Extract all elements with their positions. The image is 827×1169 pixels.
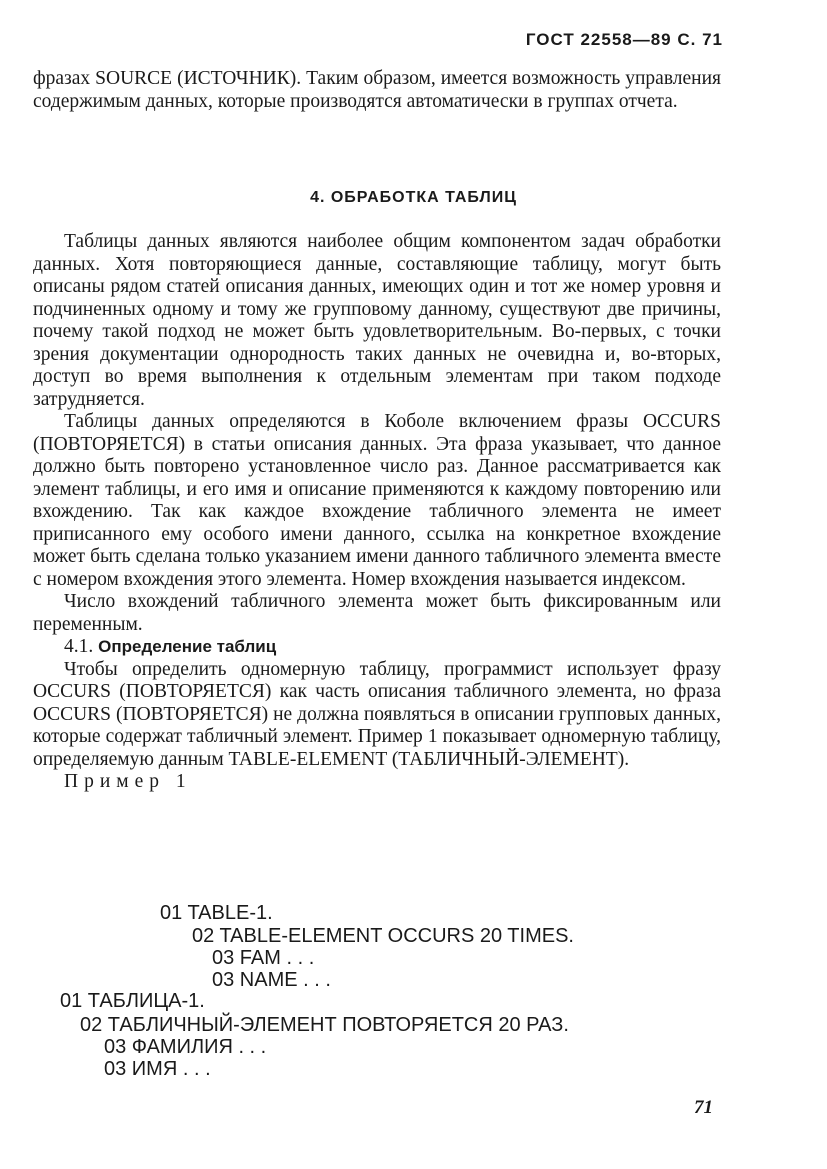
intro-block [33,68,721,113]
code-line-ru-2: 02 ТАБЛИЧНЫЙ-ЭЛЕМЕНТ ПОВТОРЯЕТСЯ 20 РАЗ. [80,1014,569,1036]
code-line-en-1: 01 TABLE-1. [160,902,273,924]
example-label-line [33,771,721,794]
example-label: Пример 1 [64,771,192,792]
code-line-en-4: 03 NAME . . . [212,969,331,991]
intro-paragraph: фразах SOURCE (ИСТОЧНИК). Таким образом, имеется возможность управления содержимым данных, которые производятся автоматически в группах отчета. [33,68,721,112]
code-line-ru-1: 01 ТАБЛИЦА-1. [60,990,205,1012]
paragraph-3: Число вхождений табличного элемента может быть фиксированным или переменным. [33,591,721,635]
paragraph-1: Таблицы данных являются наиболее общим компонентом задач обработки данных. Хотя повторяющиеся данные, составляющие таблицу, могут быть описаны рядом статей описания данных, имеющих один и тот же номер уровня и подчиненных одному и тому же групповому данному, существуют две причины, почему такой подход не может быть удовлетворительным. Во-первых, с точки зрения документации однородность таких данных не очевидна и, во-вторых, доступ во время выполнения к отдельным элементам при таком подходе затрудняется. [33,231,721,410]
paragraph-2: Таблицы данных определяются в Коболе включением фразы OCCURS (ПОВТОРЯЕТСЯ) в статьи описания данных. Эта фраза указывает, что данное должно быть повторено установленное число раз. Данное рассматривается как элемент таблицы, и его имя и описание применяются к каждому повторению или вхождению. Так как каждое вхождение табличного элемента не имеет приписанного ему особого имени данного, ссылка на конкретное вхождение может быть сделана только указанием имени данного табличного элемента вместе с номером вхождения этого элемента. Номер вхождения называется индексом. [33,411,721,590]
code-line-en-3: 03 FAM . . . [212,947,315,969]
page-number: 71 [694,1097,713,1118]
section-title: 4. ОБРАБОТКА ТАБЛИЦ [310,189,517,206]
running-header: ГОСТ 22558—89 С. 71 [525,30,723,49]
section-body [33,231,721,794]
subsection-heading [33,636,721,659]
subsection-title: Определение таблиц [98,637,277,656]
code-line-en-2: 02 TABLE-ELEMENT OCCURS 20 TIMES. [192,925,574,947]
subsection-number: 4.1. [64,636,94,657]
code-line-ru-3: 03 ФАМИЛИЯ . . . [104,1036,267,1058]
subsection-paragraph: Чтобы определить одномерную таблицу, программист использует фразу OCCURS (ПОВТОРЯЕТСЯ) как часть описания табличного элемента, но фраза OCCURS (ПОВТОРЯЕТСЯ) не должна появляться в описании групповых данных, которые содержат табличный элемент. Пример 1 показывает одномерную таблицу, определяемую данным TABLE-ELEMENT (ТАБЛИЧНЫЙ-ЭЛЕМЕНТ). [33,658,721,770]
code-line-ru-4: 03 ИМЯ . . . [104,1058,211,1080]
